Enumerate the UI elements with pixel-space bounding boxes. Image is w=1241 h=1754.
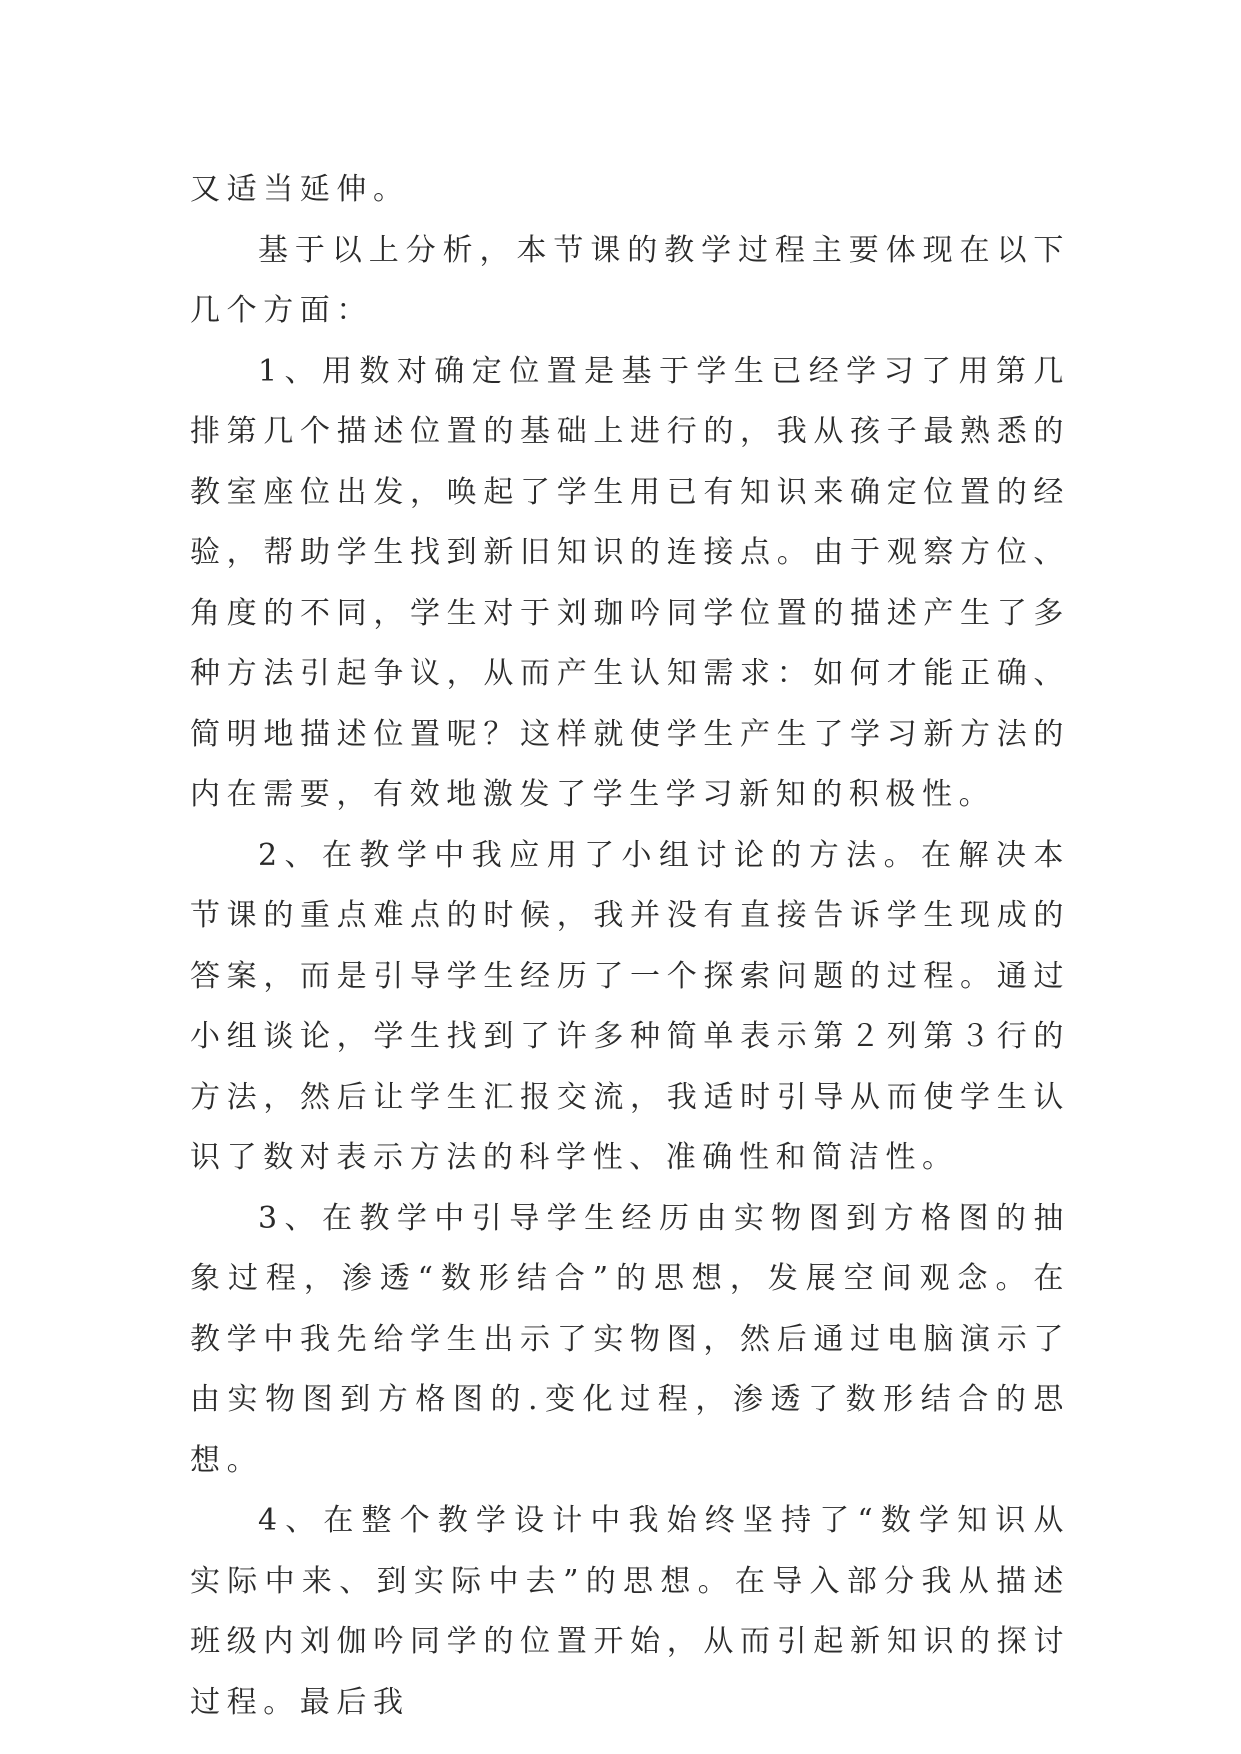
paragraph-point-1: 1、用数对确定位置是基于学生已经学习了用第几排第几个描述位置的基础上进行的，我从孩子最熟悉的教室座位出发，唤起了学生用已有知识来确定位置的经验，帮助学生找到新旧知识的连接点。由于观察方位、角度的不同，学生对于刘珈吟同学位置的描述产生了多种方法引起争议，从而产生认知需求：如何才能正确、简明地描述位置呢？这样就使学生产生了学习新方法的内在需要，有效地激发了学生学习新知的积极性。 — [190, 353, 1070, 812]
paragraph-continuation: 又适当延伸。 — [190, 172, 410, 207]
paragraph-point-3: 3、在教学中引导学生经历由实物图到方格图的抽象过程，渗透“数形结合”的思想，发展空间观念。在教学中我先给学生出示了实物图，然后通过电脑演示了由实物图到方格图的.变化过程，渗透了数形结合的思想。 — [190, 1200, 1070, 1478]
document-body — [190, 160, 1070, 1733]
paragraph-point-4: 4、在整个教学设计中我始终坚持了“数学知识从实际中来、到实际中去”的思想。在导入部分我从描述班级内刘伽吟同学的位置开始，从而引起新知识的探讨过程。最后我 — [190, 1503, 1070, 1720]
paragraph-intro: 基于以上分析，本节课的教学过程主要体现在以下几个方面： — [190, 232, 1070, 328]
paragraph-point-2: 2、在教学中我应用了小组讨论的方法。在解决本节课的重点难点的时候，我并没有直接告诉学生现成的答案，而是引导学生经历了一个探索问题的过程。通过小组谈论，学生找到了许多种简单表示第２列第３行的方法，然后让学生汇报交流，我适时引导从而使学生认识了数对表示方法的科学性、准确性和简洁性。 — [190, 837, 1070, 1175]
